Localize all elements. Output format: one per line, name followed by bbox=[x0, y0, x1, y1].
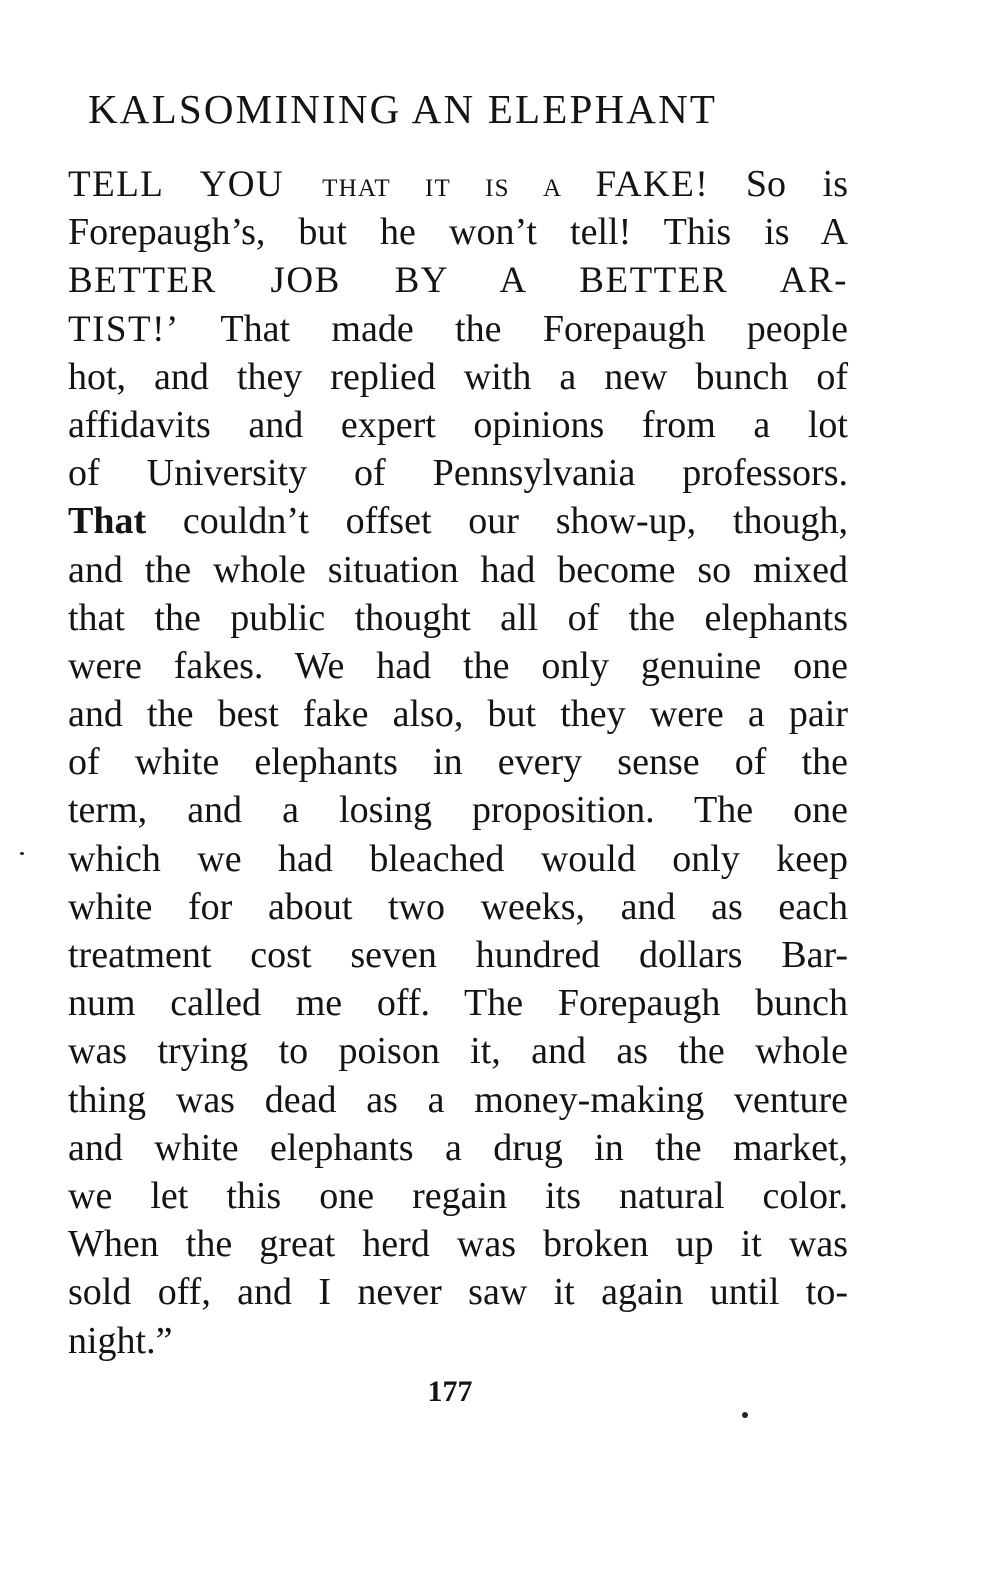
text-run: night.” bbox=[68, 1319, 173, 1362]
text-run: that the public thought all of the elephants bbox=[68, 596, 848, 639]
running-head: KALSOMINING AN ELEPHANT bbox=[88, 86, 718, 132]
text-run: num called me off. The Forepaugh bunch bbox=[68, 982, 848, 1025]
text-line bbox=[68, 642, 848, 690]
text-run: couldn’t offset our show-up, though, bbox=[146, 500, 848, 543]
text-run: hot, and they replied with a new bunch of bbox=[68, 355, 848, 398]
text-line bbox=[68, 835, 848, 883]
text-line bbox=[68, 1317, 848, 1365]
text-line bbox=[68, 594, 848, 642]
text-line bbox=[68, 931, 848, 979]
print-speck bbox=[742, 1412, 748, 1418]
text-run: treatment cost seven hundred dollars Bar- bbox=[68, 934, 848, 976]
text-line bbox=[68, 1027, 848, 1075]
text-run: and the whole situation had become so mixed bbox=[68, 548, 848, 591]
text-line bbox=[68, 305, 848, 353]
text-line bbox=[68, 1076, 848, 1124]
text-run: of white elephants in every sense of the bbox=[68, 741, 848, 784]
text-line bbox=[68, 208, 848, 256]
text-run: sold off, and I never saw it again until to- bbox=[68, 1271, 848, 1314]
text-run: thing was dead as a money-making venture bbox=[68, 1078, 848, 1121]
text-line bbox=[68, 1268, 848, 1316]
text-run: So is bbox=[709, 163, 848, 205]
text-line bbox=[68, 690, 848, 738]
text-line bbox=[68, 401, 848, 449]
text-line bbox=[68, 1124, 848, 1172]
text-run: Forepaugh’s, but he won’t tell! This is A bbox=[68, 211, 848, 254]
text-run: TIST!’ bbox=[68, 308, 180, 350]
text-run: TELL YOU bbox=[68, 164, 323, 205]
text-line bbox=[68, 1220, 848, 1268]
text-run: of University of Pennsylvania professors. bbox=[68, 452, 848, 495]
text-line bbox=[68, 256, 848, 304]
page-number: 177 bbox=[427, 1375, 473, 1408]
text-line bbox=[68, 786, 848, 834]
text-run: we let this one regain its natural color. bbox=[68, 1174, 848, 1217]
text-run: That made the Forepaugh people bbox=[179, 307, 848, 350]
text-run: BETTER JOB BY A BETTER AR- bbox=[68, 260, 848, 302]
text-run: white for about two weeks, and as each bbox=[68, 885, 848, 928]
text-run: FAKE! bbox=[595, 164, 710, 205]
body-text bbox=[68, 160, 848, 1365]
print-speck bbox=[20, 852, 24, 855]
text-line bbox=[68, 883, 848, 931]
text-run: were fakes. We had the only genuine one bbox=[68, 644, 848, 687]
text-run: THAT IT IS A bbox=[322, 175, 596, 202]
text-run: That bbox=[68, 500, 147, 543]
text-run: affidavits and expert opinions from a lot bbox=[68, 403, 848, 446]
text-run: term, and a losing proposition. The one bbox=[68, 789, 848, 832]
text-run: and white elephants a drug in the market, bbox=[68, 1126, 848, 1169]
text-line bbox=[68, 160, 848, 208]
text-line bbox=[68, 449, 848, 497]
text-run: which we had bleached would only keep bbox=[68, 837, 848, 880]
text-line bbox=[68, 1172, 848, 1220]
text-line bbox=[68, 353, 848, 401]
text-line bbox=[68, 497, 848, 545]
text-run: When the great herd was broken up it was bbox=[68, 1223, 848, 1266]
text-line bbox=[68, 546, 848, 594]
text-line bbox=[68, 738, 848, 786]
text-run: and the best fake also, but they were a pair bbox=[68, 693, 848, 736]
text-run: was trying to poison it, and as the whole bbox=[68, 1030, 848, 1073]
text-line bbox=[68, 979, 848, 1027]
